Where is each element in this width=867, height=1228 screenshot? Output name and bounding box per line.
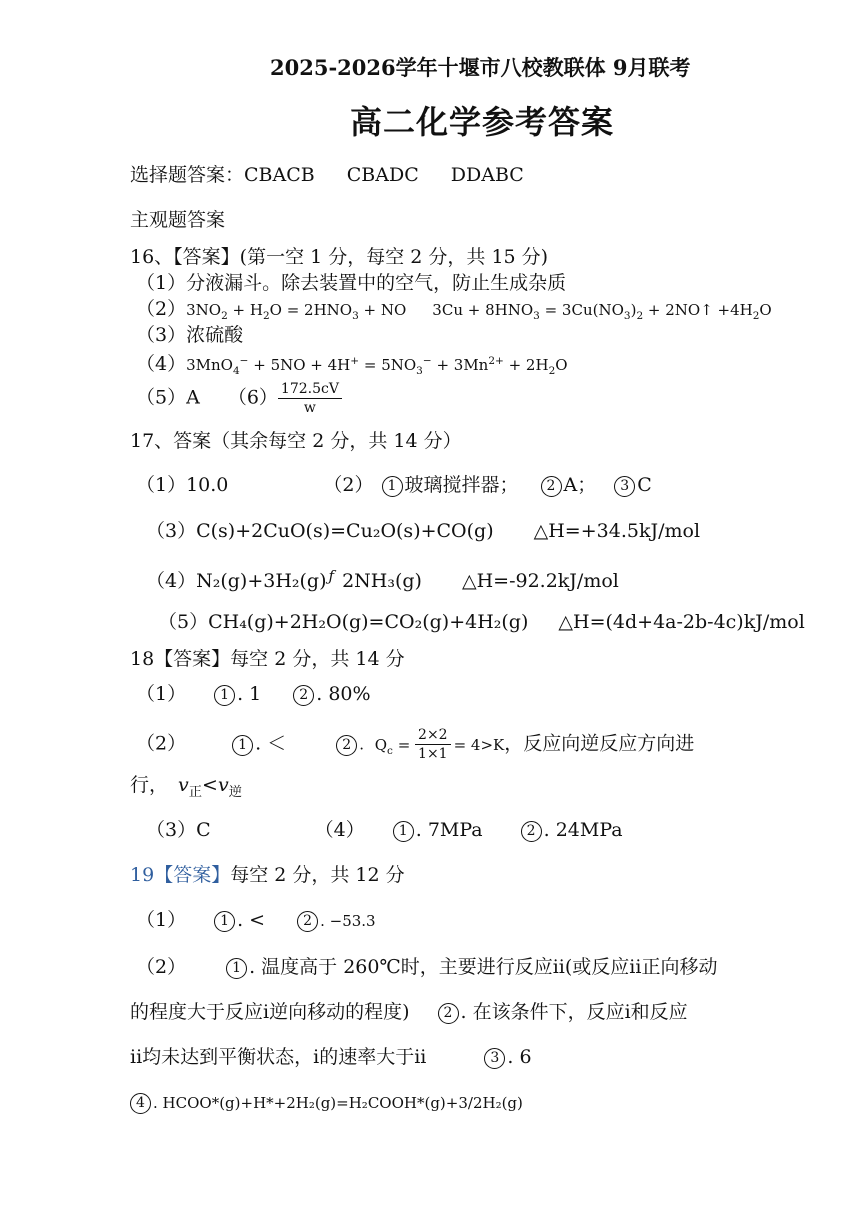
- q19-answer-2-line2: [130, 999, 688, 1025]
- q18-answer-1: [136, 681, 371, 707]
- q17-answer-4-enthalpy: △H=-92.2kJ/mol: [461, 570, 619, 592]
- q19-answer-2-line3: [130, 1044, 532, 1070]
- q18-answer-1-1: . 1: [237, 683, 262, 705]
- q19-heading: [130, 862, 405, 888]
- q18-heading: 18【答案】每空 2 分，共 14 分: [130, 648, 405, 670]
- q17-heading: 17、答案（其余每空 2 分，共 14 分）: [130, 430, 462, 452]
- q16-equation-1: $3NO_2 + H_2O = 2HNO_3$ + NO: [186, 301, 407, 322]
- q18-answer-3: （3）C: [146, 819, 211, 841]
- q18-answer-2-2-continued: 行，: [130, 774, 169, 796]
- circled-number-1: 1: [382, 476, 403, 497]
- mc-group-3: DDABC: [450, 164, 524, 186]
- q18-answers-3-4: [146, 817, 623, 843]
- rate-comparison: $v_正<v_逆$: [178, 774, 242, 800]
- circled-number-2: 2: [521, 821, 542, 842]
- qc-fraction: [415, 726, 451, 763]
- q16-answer-4: [136, 348, 568, 384]
- mc-answers: [130, 162, 524, 188]
- q17-answer-3-enthalpy: △H=+34.5kJ/mol: [533, 520, 701, 542]
- q17-answer-5-equation: （5）CH₄(g)+2H₂O(g)=CO₂(g)+4H₂(g): [158, 611, 529, 633]
- q19-answer-2-number: （2）: [136, 956, 187, 978]
- q16-answer-5: （5）A: [136, 386, 200, 409]
- q16-answers-5-6: [136, 380, 342, 417]
- q19-answer-2-2-continued: ii均未达到平衡状态，i的速率大于ii: [130, 1046, 427, 1068]
- mc-group-1: CBACB: [244, 164, 315, 186]
- q18-answer-4-number: （4）: [314, 819, 365, 841]
- q17-answers-1-2: [136, 472, 652, 498]
- q18-answer-4-2: . 24MPa: [543, 819, 623, 841]
- q18-answer-1-number: （1）: [136, 683, 187, 705]
- q19-answer-tag: 【答案】: [154, 864, 231, 886]
- q18-answer-2: （2） 1 . ＜ 2 . $Q_c$ = $\frac{2\times 2}{1\times 1}$ = 4>K，反应向逆反应方向进: [136, 727, 695, 762]
- circled-number-2: 2: [541, 476, 562, 497]
- q17-answer-3-equation: （3）C(s)+2CuO(s)=Cu₂O(s)+CO(g): [146, 520, 494, 542]
- q18-answer-2-number: （2）: [136, 732, 187, 755]
- q17-answer-4-reactants: （4）N₂(g)+3H₂(g): [146, 570, 327, 592]
- q16-answer-2-number: （2）: [136, 298, 187, 320]
- circled-number-1: 1: [214, 685, 235, 706]
- circled-number-2: 2: [293, 685, 314, 706]
- q19-answer-1-number: （1）: [136, 909, 187, 931]
- q19-answer-2-4: . HCOO*(g)+H*+2H₂(g)=H₂COOH*(g)+3/2H₂(g): [153, 1094, 523, 1112]
- q17-answer-3: [146, 518, 700, 544]
- q16-answer-6-number: （6）: [227, 386, 278, 409]
- q17-answer-5: [158, 609, 805, 635]
- q17-answer-1: （1）10.0: [136, 474, 229, 496]
- q19-answer-1-2: . −53.3: [320, 912, 376, 930]
- qc-comparison: = 4>K: [453, 735, 505, 754]
- q19-answer-1: [136, 907, 376, 934]
- q18-answer-2-1: . ＜: [255, 732, 287, 755]
- q19-answer-2-line1: [136, 954, 717, 980]
- circled-number-2: 2: [438, 1003, 459, 1024]
- q16-answer-3: （3）浓硫酸: [136, 324, 244, 346]
- q16-heading: 16、【答案】(第一空 1 分，每空 2 分，共 15 分): [130, 246, 549, 268]
- qc-numerator: 2×2: [415, 726, 451, 745]
- circled-number-1: 1: [214, 911, 235, 932]
- circled-number-3: 3: [484, 1048, 505, 1069]
- q17-answer-2-2: A；: [563, 474, 597, 496]
- q19-answer-2-1: . 温度高于 260℃时，主要进行反应ii(或反应ii正向移动: [249, 956, 718, 978]
- q16-fraction-numerator: 172.5cV: [278, 380, 342, 399]
- q17-answer-2-number: （2）: [323, 474, 374, 496]
- mc-group-2: CBADC: [346, 164, 419, 186]
- q19-answer-2-1-continued: 的程度大于反应i逆向移动的程度): [130, 1001, 410, 1023]
- q19-number: 19: [130, 864, 155, 886]
- circled-number-2: 2: [297, 911, 318, 932]
- page-title: 高二化学参考答案: [350, 103, 615, 141]
- q19-answer-2-line4: [130, 1089, 523, 1116]
- qc-denominator: 1×1: [418, 746, 448, 762]
- circled-number-3: 3: [614, 476, 635, 497]
- q17-answer-4-products: 2NH₃(g): [342, 570, 422, 592]
- equilibrium-arrow-icon: ƒ: [328, 567, 335, 585]
- qc-symbol: $Q_c$ =: [374, 735, 416, 757]
- mc-label: 选择题答案：: [130, 164, 245, 186]
- q17-answer-5-enthalpy: △H=(4d+4a-2b-4c)kJ/mol: [558, 611, 805, 633]
- circled-number-1: 1: [226, 958, 247, 979]
- exam-header: 2025-2026学年十堰市八校教联体 9月联考: [270, 55, 691, 80]
- q18-answer-2-2-text: ，反应向逆反应方向进: [504, 732, 695, 755]
- q19-answer-1-1: . <: [237, 909, 266, 931]
- circled-number-2: 2: [336, 735, 357, 756]
- q16-equation-3: $3MnO_4^- + 5NO + 4H^+ = 5NO_3^- + 3Mn^{2+} + 2H_2O$: [186, 355, 568, 377]
- circled-number-1: 1: [232, 735, 253, 756]
- q16-answer-1: （1）分液漏斗。除去装置中的空气，防止生成杂质: [136, 272, 567, 294]
- q18-answer-1-2: . 80%: [316, 683, 371, 705]
- q18-answer-4-1: . 7MPa: [415, 819, 483, 841]
- circled-number-4: 4: [130, 1093, 151, 1114]
- q19-scoring: 每空 2 分，共 12 分: [230, 864, 405, 886]
- q16-fraction-denominator: w: [303, 400, 316, 416]
- q16-answer-4-number: （4）: [136, 353, 187, 375]
- q18-answer-2-continued: [130, 772, 242, 806]
- q17-answer-2-1: 玻璃搅拌器；: [404, 474, 519, 496]
- circled-number-1: 1: [393, 821, 414, 842]
- q19-answer-2-2: . 在该条件下，反应i和反应: [460, 1001, 688, 1023]
- q17-answer-4: [146, 563, 619, 594]
- subjective-label: 主观题答案: [130, 209, 226, 231]
- q16-equation-2: $3Cu + 8HNO_3 = 3Cu(NO_3)_2$ + 2NO↑ $+4H_2O$: [432, 301, 772, 322]
- q16-fraction: [278, 380, 342, 417]
- q19-answer-2-3: . 6: [507, 1046, 532, 1068]
- q17-answer-2-3: C: [637, 474, 652, 496]
